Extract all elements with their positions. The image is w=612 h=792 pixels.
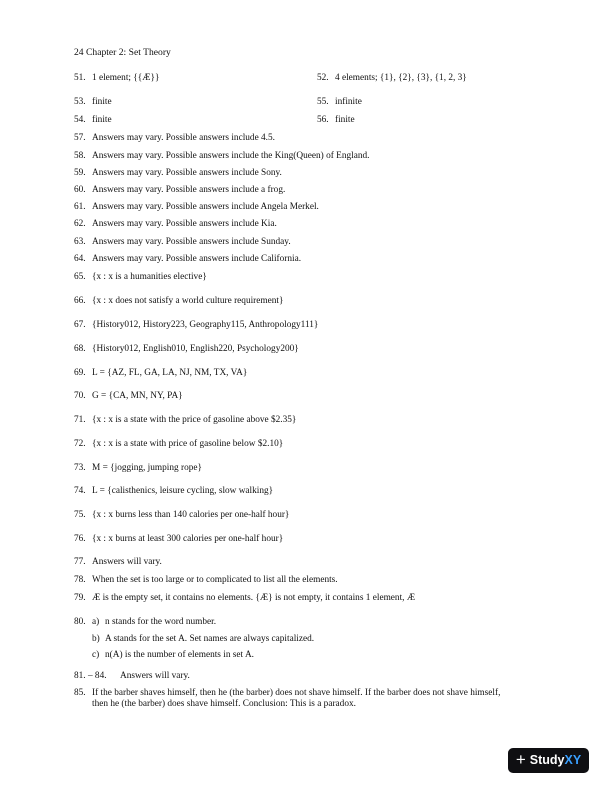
answer-text: {x : x is a state with price of gasoline below $2.10}	[92, 439, 284, 449]
answer-number: 78.	[74, 575, 86, 585]
answer-85-text: If the barber shaves himself, then he (the barber) does not shave himself. If the barber does not shave himself, then he (the barber) does shave himself. Conclusion: This is a paradox.	[92, 688, 501, 710]
answer-number: 79.	[74, 593, 86, 603]
answer-text: Answers will vary.	[120, 671, 190, 681]
part-text: A stands for the set A. Set names are always capitalized.	[105, 634, 315, 644]
answer-text: Æ is the empty set, it contains no elements. {Æ} is not empty, it contains 1 element, Æ	[92, 593, 416, 603]
answer-text: Answers may vary. Possible answers include the King(Queen) of England.	[92, 151, 370, 161]
answer-number: 66.	[74, 296, 86, 306]
answer-text: {x : x burns at least 300 calories per one-half hour}	[92, 534, 284, 544]
studyxy-badge[interactable]	[508, 748, 589, 773]
answer-text: Answers may vary. Possible answers include Sunday.	[92, 237, 291, 247]
answer-text: finite	[335, 115, 355, 125]
part-label: b)	[92, 634, 100, 644]
answer-number: 56.	[317, 115, 329, 125]
answer-text: {x : x is a state with the price of gasoline above $2.35}	[92, 415, 297, 425]
answer-number: 61.	[74, 202, 86, 212]
answer-number: 53.	[74, 97, 86, 107]
answer-number: 65.	[74, 272, 86, 282]
answer-text: finite	[92, 115, 112, 125]
answer-text: When the set is too large or to complicated to list all the elements.	[92, 575, 338, 585]
answer-text: Answers may vary. Possible answers include Angela Merkel.	[92, 202, 319, 212]
answer-number: 75.	[74, 510, 86, 520]
answer-text: L = {calisthenics, leisure cycling, slow walking}	[92, 486, 274, 496]
answer-number: 70.	[74, 391, 86, 401]
answer-text: 4 elements; {1}, {2}, {3}, {1, 2, 3}	[335, 73, 467, 83]
page-header: 24 Chapter 2: Set Theory	[74, 47, 171, 58]
answer-number: 60.	[74, 185, 86, 195]
answer-number: 72.	[74, 439, 86, 449]
answer-number: 67.	[74, 320, 86, 330]
part-label: c)	[92, 650, 100, 660]
answer-text: finite	[92, 97, 112, 107]
answer-text: M = {jogging, jumping rope}	[92, 463, 202, 473]
answer-text: Answers may vary. Possible answers include 4.5.	[92, 133, 275, 143]
answer-text: {x : x does not satisfy a world culture requirement}	[92, 296, 284, 306]
answer-text: {x : x is a humanities elective}	[92, 272, 207, 282]
part-text: n(A) is the number of elements in set A.	[105, 650, 254, 660]
answer-number: 51.	[74, 73, 86, 83]
answer-text: Answers may vary. Possible answers include a frog.	[92, 185, 286, 195]
answer-number: 55.	[317, 97, 329, 107]
answer-text: infinite	[335, 97, 362, 107]
answer-number: 71.	[74, 415, 86, 425]
answer-text: Answers will vary.	[92, 557, 162, 567]
badge-study-text: Study	[529, 753, 565, 767]
answer-text: {History012, History223, Geography115, Anthropology111}	[92, 320, 319, 330]
answer-text: {History012, English010, English220, Psychology200}	[92, 344, 299, 354]
answer-text: {x : x burns less than 140 calories per one-half hour}	[92, 510, 290, 520]
answer-number: 74.	[74, 486, 86, 496]
answer-text: L = {AZ, FL, GA, LA, NJ, NM, TX, VA}	[92, 368, 248, 378]
answer-number: 54.	[74, 115, 86, 125]
answer-number: 52.	[317, 73, 329, 83]
badge-xy-text: XY	[564, 753, 582, 767]
answer-number: 80.	[74, 617, 86, 627]
answer-number: 68.	[74, 344, 86, 354]
answer-number: 77.	[74, 557, 86, 567]
answer-number: 73.	[74, 463, 86, 473]
answer-number: 76.	[74, 534, 86, 544]
answer-text: 1 element; {{Æ}}	[92, 73, 160, 83]
answer-text: G = {CA, MN, NY, PA}	[92, 391, 183, 401]
answer-number: 81. – 84.	[74, 671, 107, 681]
answer-number: 85.	[74, 688, 86, 698]
answer-text: Answers may vary. Possible answers include California.	[92, 254, 302, 264]
answer-number: 57.	[74, 133, 86, 143]
answer-text: Answers may vary. Possible answers include Sony.	[92, 168, 282, 178]
answer-number: 59.	[74, 168, 86, 178]
answer-number: 62.	[74, 219, 86, 229]
part-text: n stands for the word number.	[105, 617, 217, 627]
part-label: a)	[92, 617, 100, 627]
answer-text: Answers may vary. Possible answers include Kia.	[92, 219, 277, 229]
answer-number: 63.	[74, 237, 86, 247]
plus-icon: +	[515, 750, 526, 769]
answer-number: 69.	[74, 368, 86, 378]
answer-number: 58.	[74, 151, 86, 161]
answer-number: 64.	[74, 254, 86, 264]
